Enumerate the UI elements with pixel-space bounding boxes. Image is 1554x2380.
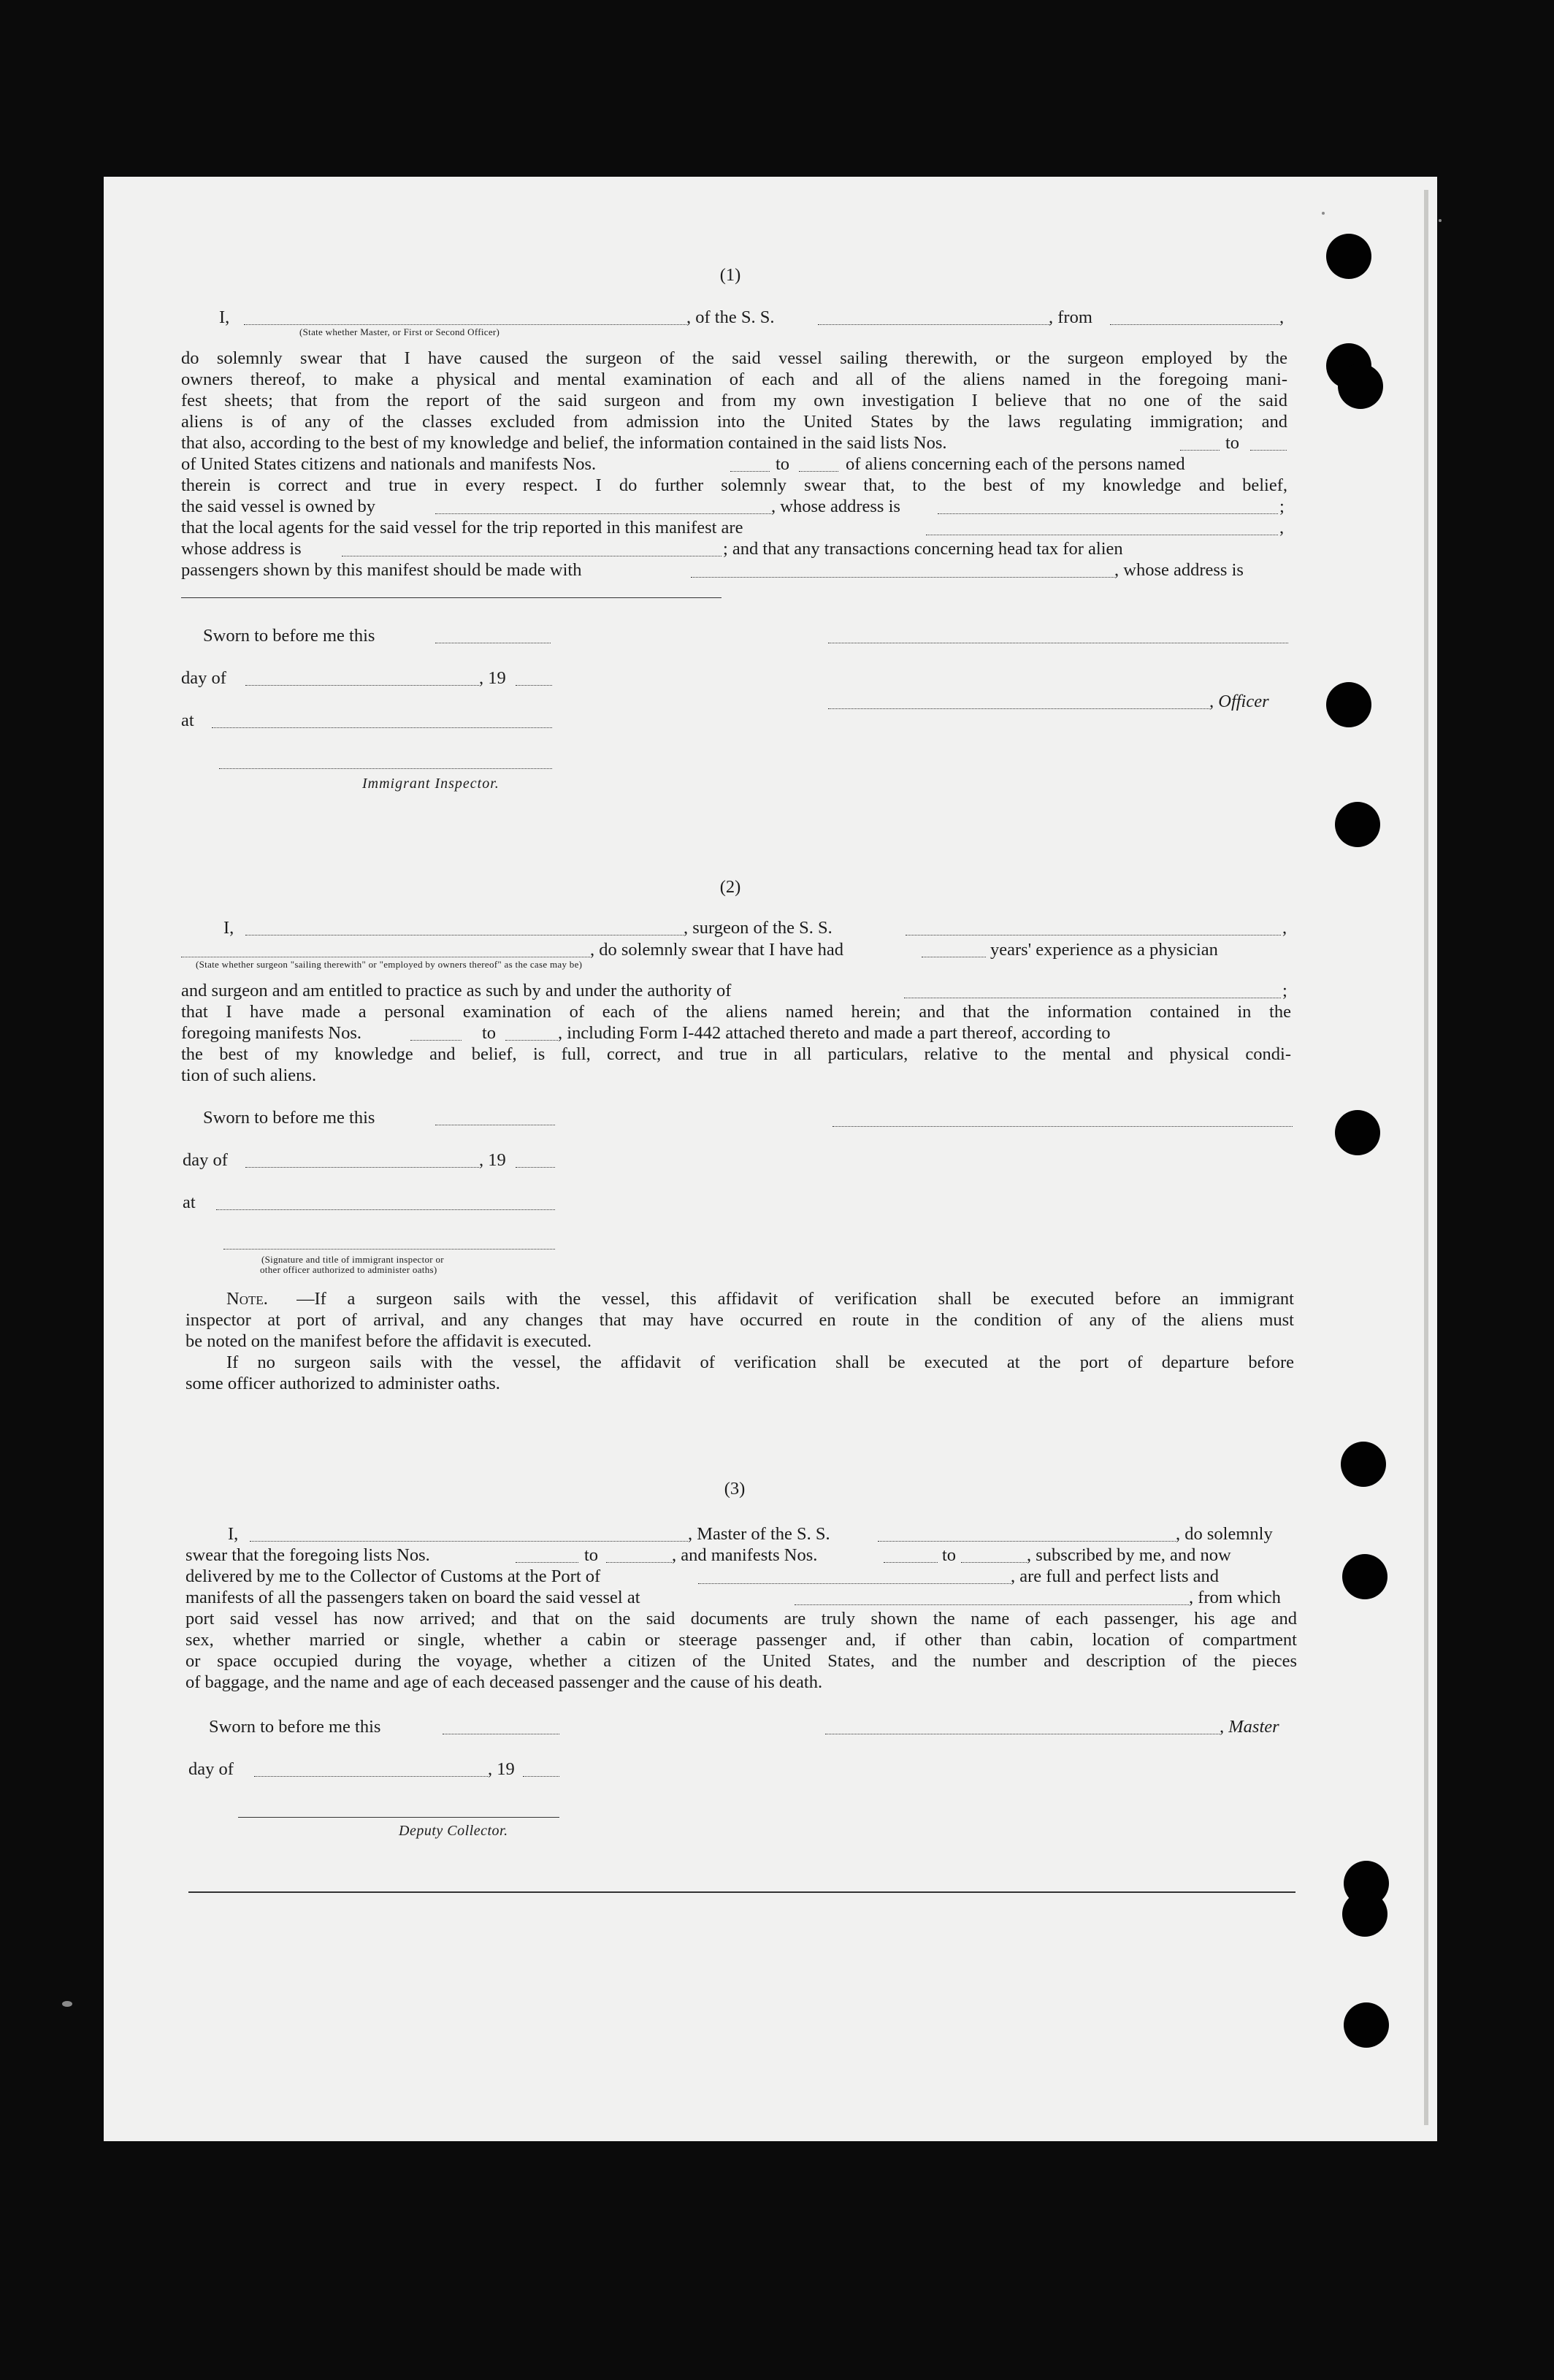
s3-lists-to-field[interactable] xyxy=(606,1562,672,1563)
manifests-from-field[interactable] xyxy=(730,471,770,472)
s2-line2b: years' experience as a physician xyxy=(990,940,1218,960)
s3-collector-label: Deputy Collector. xyxy=(399,1823,508,1839)
s1-line1-end: , xyxy=(1279,307,1285,327)
s3-line2e: , subscribed by me, and now xyxy=(1027,1545,1231,1565)
s2-manifests-from-field[interactable] xyxy=(410,1040,462,1041)
s2-note-line: some officer authorized to administer oaths. xyxy=(185,1374,500,1393)
head-tax-party-field[interactable] xyxy=(691,577,1114,578)
s3-manifests-to-field[interactable] xyxy=(961,1562,1027,1563)
s3-line3a: delivered by me to the Collector of Customs at the Port of xyxy=(185,1566,601,1586)
vessel-name-field[interactable] xyxy=(818,324,1050,325)
s3-nineteen: , 19 xyxy=(488,1759,515,1779)
s1-body-line: fest sheets; that from the report of the said surgeon and from my own investigation I believe that no one of the said xyxy=(181,391,1287,410)
s2-note-line: —If a surgeon sails with the vessel, this affidavit of verification shall be executed before an immigrant xyxy=(296,1289,1294,1309)
s2-nineteen: , 19 xyxy=(479,1150,506,1170)
punch-hole xyxy=(1344,2002,1389,2048)
s1-line10a: that the local agents for the said vessel for the trip reported in this manifest are xyxy=(181,518,743,537)
s1-line12a: passengers shown by this manifest should be made with xyxy=(181,560,582,580)
s1-line7b: to xyxy=(776,454,790,474)
s3-month-field[interactable] xyxy=(254,1776,488,1777)
s2-note-label xyxy=(226,1288,268,1310)
s1-day-of: day of xyxy=(181,668,226,688)
s2-at-place-field[interactable] xyxy=(216,1209,555,1210)
s3-line4b: , from which xyxy=(1189,1588,1281,1607)
s2-line1-surgeon: , surgeon of the S. S. xyxy=(684,918,832,938)
dust-speck xyxy=(62,2001,72,2007)
lists-from-field[interactable] xyxy=(1180,450,1220,451)
s1-month-field[interactable] xyxy=(245,685,479,686)
s3-lists-from-field[interactable] xyxy=(516,1562,578,1563)
s2-day-of: day of xyxy=(183,1150,228,1170)
s3-sworn: Sworn to before me this xyxy=(209,1717,381,1737)
s2-inspector-signature-field[interactable] xyxy=(223,1249,555,1250)
s3-body-line: port said vessel has now arrived; and that on the said documents are truly shown the name of each passenger, his age and xyxy=(185,1609,1297,1629)
s3-body-line: of baggage, and the name and age of each deceased passenger and the cause of his death. xyxy=(185,1672,823,1692)
s1-inspector-label: Immigrant Inspector. xyxy=(362,776,500,792)
punch-hole xyxy=(1326,682,1371,727)
s1-body-line: that also, according to the best of my knowledge and belief, the information contained in the said lists Nos. xyxy=(181,433,947,453)
s1-line7c: of aliens concerning each of the persons named xyxy=(846,454,1185,474)
s3-line2d: to xyxy=(942,1545,957,1565)
page-edge xyxy=(1424,190,1428,2125)
s1-line1-from: , from xyxy=(1049,307,1092,327)
s1-field-note: (State whether Master, or First or Second Officer) xyxy=(299,326,500,337)
s3-body-line: sex, whether married or single, whether a cabin or steerage passenger and, if other than cabin, location of compartment xyxy=(185,1630,1297,1650)
s2-line2a: , do solemnly swear that I have had xyxy=(590,940,843,960)
s3-manifests-from-field[interactable] xyxy=(884,1562,938,1563)
s2-line1-i: I, xyxy=(223,918,234,938)
s2-body-line: tion of such aliens. xyxy=(181,1065,317,1085)
s1-line9a: the said vessel is owned by xyxy=(181,497,376,516)
s2-line5b: to xyxy=(482,1023,497,1043)
s2-sworn: Sworn to before me this xyxy=(203,1108,375,1128)
s1-line12b: , whose address is xyxy=(1114,560,1244,580)
s3-body-line: or space occupied during the voyage, whether a citizen of the United States, and the number and description of the pieces xyxy=(185,1651,1297,1671)
s3-collector-signature-field[interactable] xyxy=(238,1817,559,1818)
s1-officer-line[interactable] xyxy=(828,708,1209,709)
section-3-number: (3) xyxy=(724,1479,746,1499)
punch-hole xyxy=(1338,364,1383,409)
s2-line5a: foregoing manifests Nos. xyxy=(181,1023,361,1043)
s2-manifests-to-field[interactable] xyxy=(505,1040,558,1041)
s1-line9c: ; xyxy=(1279,497,1285,516)
s3-master-name-field[interactable] xyxy=(250,1541,688,1542)
lists-to-field[interactable] xyxy=(1250,450,1287,451)
s2-line1-end: , xyxy=(1282,918,1287,938)
owner-field[interactable] xyxy=(435,513,771,514)
punch-hole xyxy=(1341,1442,1386,1487)
s3-line1-i: I, xyxy=(228,1524,239,1544)
s1-line1-i: I, xyxy=(219,307,230,327)
s1-year-field[interactable] xyxy=(516,685,552,686)
s1-body-line: do solemnly swear that I have caused the surgeon of the said vessel sailing therewith, or the surgeon employed by the xyxy=(181,348,1287,368)
s2-note-line: If no surgeon sails with the vessel, the affidavit of verification shall be executed at the port of departure before xyxy=(226,1352,1294,1372)
s1-nineteen: , 19 xyxy=(479,668,506,688)
owner-address-field[interactable] xyxy=(938,513,1278,514)
section-1-number: (1) xyxy=(719,265,741,285)
s3-line2c: , and manifests Nos. xyxy=(672,1545,818,1565)
s1-body-line: therein is correct and true in every respect. I do further solemnly swear that, to the best of my knowledge and belief, xyxy=(181,475,1287,495)
s3-line2a: swear that the foregoing lists Nos. xyxy=(185,1545,430,1565)
s3-vessel-field[interactable] xyxy=(878,1541,1176,1542)
s2-at: at xyxy=(183,1193,196,1212)
s3-day-of: day of xyxy=(188,1759,234,1779)
s2-line3a: and surgeon and am entitled to practice as such by and under the authority of xyxy=(181,981,732,1000)
s3-line1-end: , do solemnly xyxy=(1176,1524,1273,1544)
s1-sworn: Sworn to before me this xyxy=(203,626,375,646)
punch-hole xyxy=(1342,1554,1388,1599)
from-port-field[interactable] xyxy=(1110,324,1279,325)
s1-line10b: , xyxy=(1279,518,1285,537)
port-field[interactable] xyxy=(698,1583,1011,1584)
s3-line1-master: , Master of the S. S. xyxy=(688,1524,830,1544)
s1-body-line: owners thereof, to make a physical and mental examination of each and all of the aliens named in the foregoing mani- xyxy=(181,370,1287,389)
s1-line9b: , whose address is xyxy=(771,497,900,516)
dust-speck xyxy=(1322,212,1325,215)
dust-speck xyxy=(1439,219,1442,222)
s2-line3b: ; xyxy=(1282,981,1287,1000)
s2-year-field[interactable] xyxy=(516,1167,555,1168)
s3-line3b: , are full and perfect lists and xyxy=(1011,1566,1220,1586)
s1-body-line: aliens is of any of the classes excluded from admission into the United States by the laws regulating immigration; and xyxy=(181,412,1287,432)
s2-body-line: that I have made a personal examination of each of the aliens named herein; and that the information contained in the xyxy=(181,1002,1291,1022)
s2-month-field[interactable] xyxy=(245,1167,479,1168)
s3-line4a: manifests of all the passengers taken on board the said vessel at xyxy=(185,1588,640,1607)
s3-line2b: to xyxy=(584,1545,599,1565)
punch-hole xyxy=(1326,234,1371,279)
s2-surgeon-signature-field[interactable] xyxy=(832,1126,1293,1127)
manifests-to-field[interactable] xyxy=(799,471,838,472)
master-name-field[interactable] xyxy=(244,324,686,325)
s2-sig-note: other officer authorized to administer oaths) xyxy=(260,1264,437,1275)
s1-lists-to: to xyxy=(1225,433,1240,453)
s2-note-line: be noted on the manifest before the affidavit is executed. xyxy=(185,1331,592,1351)
punch-hole xyxy=(1335,1110,1380,1155)
s2-body-line: the best of my knowledge and belief, is full, correct, and true in all particulars, relative to the mental and physical condi- xyxy=(181,1044,1291,1064)
s3-year-field[interactable] xyxy=(523,1776,559,1777)
s1-line7a: of United States citizens and nationals and manifests Nos. xyxy=(181,454,597,474)
s2-line5c: , including Form I-442 attached thereto and made a part thereof, according to xyxy=(558,1023,1111,1043)
punch-hole xyxy=(1342,1891,1388,1937)
punch-hole xyxy=(1335,802,1380,847)
head-tax-address-field[interactable] xyxy=(181,597,722,598)
section-2-number: (2) xyxy=(719,877,741,897)
s1-inspector-signature-field[interactable] xyxy=(219,768,552,769)
s1-at-place-field[interactable] xyxy=(212,727,552,728)
s1-line11a: whose address is xyxy=(181,539,302,559)
departure-port-field[interactable] xyxy=(795,1604,1189,1605)
s1-line11b: ; and that any transactions concerning head tax for alien xyxy=(723,539,1123,559)
s2-sig-note: (Signature and title of immigrant inspector or xyxy=(261,1254,444,1265)
s1-officer-label: , Officer xyxy=(1209,692,1269,711)
s2-note-line: inspector at port of arrival, and any changes that may have occurred en route in the condition of any of the aliens must xyxy=(185,1310,1294,1330)
footer-rule xyxy=(188,1891,1295,1893)
s1-at: at xyxy=(181,711,194,730)
s1-line1-of-ss: , of the S. S. xyxy=(686,307,775,327)
note-label-text: Note. xyxy=(226,1289,268,1309)
s2-field-note: (State whether surgeon "sailing therewith" or "employed by owners thereof" as the case may be) xyxy=(196,959,583,970)
s3-master-label: , Master xyxy=(1220,1717,1279,1737)
